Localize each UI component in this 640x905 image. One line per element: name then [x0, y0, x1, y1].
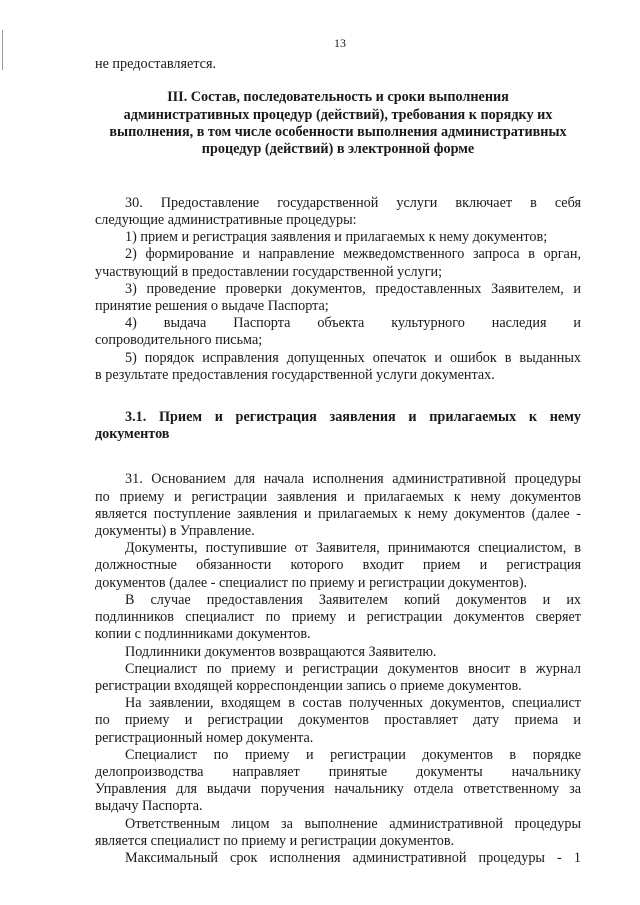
- list-item: 1) прием и регистрация заявления и прилагаемых к нему документов;: [125, 229, 548, 246]
- text-line: 31. Основанием для начала исполнения административной процедуры: [125, 471, 581, 488]
- paragraph-31: [95, 471, 581, 867]
- page-number: 13: [334, 36, 346, 50]
- text-line: копии с подлинниками документов.: [95, 626, 311, 643]
- list-item: 4) выдача Паспорта объекта культурного наследия и: [125, 315, 581, 332]
- heading-line: III. Состав, последовательность и сроки выполнения: [167, 89, 509, 106]
- list-item-continuation: принятие решения о выдаче Паспорта;: [95, 298, 329, 315]
- subheading-line: документов: [95, 426, 170, 443]
- text-line: должностные обязанности которого входит прием и регистрация: [95, 557, 581, 574]
- section-heading: [95, 89, 581, 159]
- text-line: документов (далее - специалист по приему и регистрации документов).: [95, 574, 528, 591]
- list-item-continuation: сопроводительного письма;: [95, 332, 263, 349]
- list-item: 5) порядок исправления допущенных опечаток и ошибок в выданных: [125, 349, 581, 366]
- text-line: по приему и регистрации заявления и прилагаемых к нему документов: [95, 488, 581, 505]
- text-line: Специалист по приему и регистрации документов вносит в журнал: [125, 660, 581, 677]
- text-line: Ответственным лицом за выполнение административной процедуры: [125, 815, 581, 832]
- text-line: Управления для выдачи поручения начальнику отдела ответственному за: [95, 781, 581, 798]
- heading-line: выполнения, в том числе особенности выполнения административных: [109, 124, 567, 141]
- text-line: В случае предоставления Заявителем копий документов и их: [125, 591, 581, 608]
- heading-line: административных процедур (действий), требования к порядку их: [123, 106, 553, 123]
- list-item-continuation: участвующий в предоставлении государственной услуги;: [95, 263, 443, 280]
- text-line: подлинников специалист по приему и регистрации документов сверяет: [95, 609, 581, 626]
- list-item: 3) проведение проверки документов, предоставленных Заявителем, и: [125, 280, 581, 297]
- text-line: делопроизводства направляет принятые документы начальнику: [95, 763, 581, 780]
- list-item: 2) формирование и направление межведомственного запроса в орган,: [125, 246, 581, 263]
- text-line: следующие административные процедуры:: [95, 212, 357, 229]
- text-line: Документы, поступившие от Заявителя, принимаются специалистом, в: [125, 540, 581, 557]
- heading-line: процедур (действий) в электронной форме: [201, 141, 475, 158]
- paragraph-30: [95, 195, 581, 384]
- text-line: Максимальный срок исполнения административной процедуры - 1: [125, 849, 581, 866]
- text-line: по приему и регистрации документов проставляет дату приема и: [95, 712, 581, 729]
- subsection-heading: [95, 409, 581, 443]
- text-line: является поступление заявления и прилагаемых к нему документов (далее -: [95, 505, 581, 522]
- text-line: регистрационный номер документа.: [95, 729, 314, 746]
- text-line: выдачу Паспорта.: [95, 798, 203, 815]
- text-line: является специалист по приему и регистрации документов.: [95, 832, 455, 849]
- text-line: документы) в Управление.: [95, 523, 255, 540]
- text-line: На заявлении, входящем в состав полученных документов, специалист: [125, 695, 581, 712]
- text-line: 30. Предоставление государственной услуги включает в себя: [125, 194, 581, 211]
- text-line: Подлинники документов возвращаются Заявителю.: [125, 643, 437, 660]
- subheading-line: 3.1. Прием и регистрация заявления и прилагаемых к нему: [125, 409, 581, 426]
- text-line: Специалист по приему и регистрации документов в порядке: [125, 746, 581, 763]
- list-item-continuation: в результате предоставления государственной услуги документах.: [95, 366, 495, 383]
- text-line: регистрации входящей корреспонденции запись о приеме документов.: [95, 677, 522, 694]
- text-line: не предоставляется.: [95, 56, 217, 72]
- document-body: [95, 56, 581, 867]
